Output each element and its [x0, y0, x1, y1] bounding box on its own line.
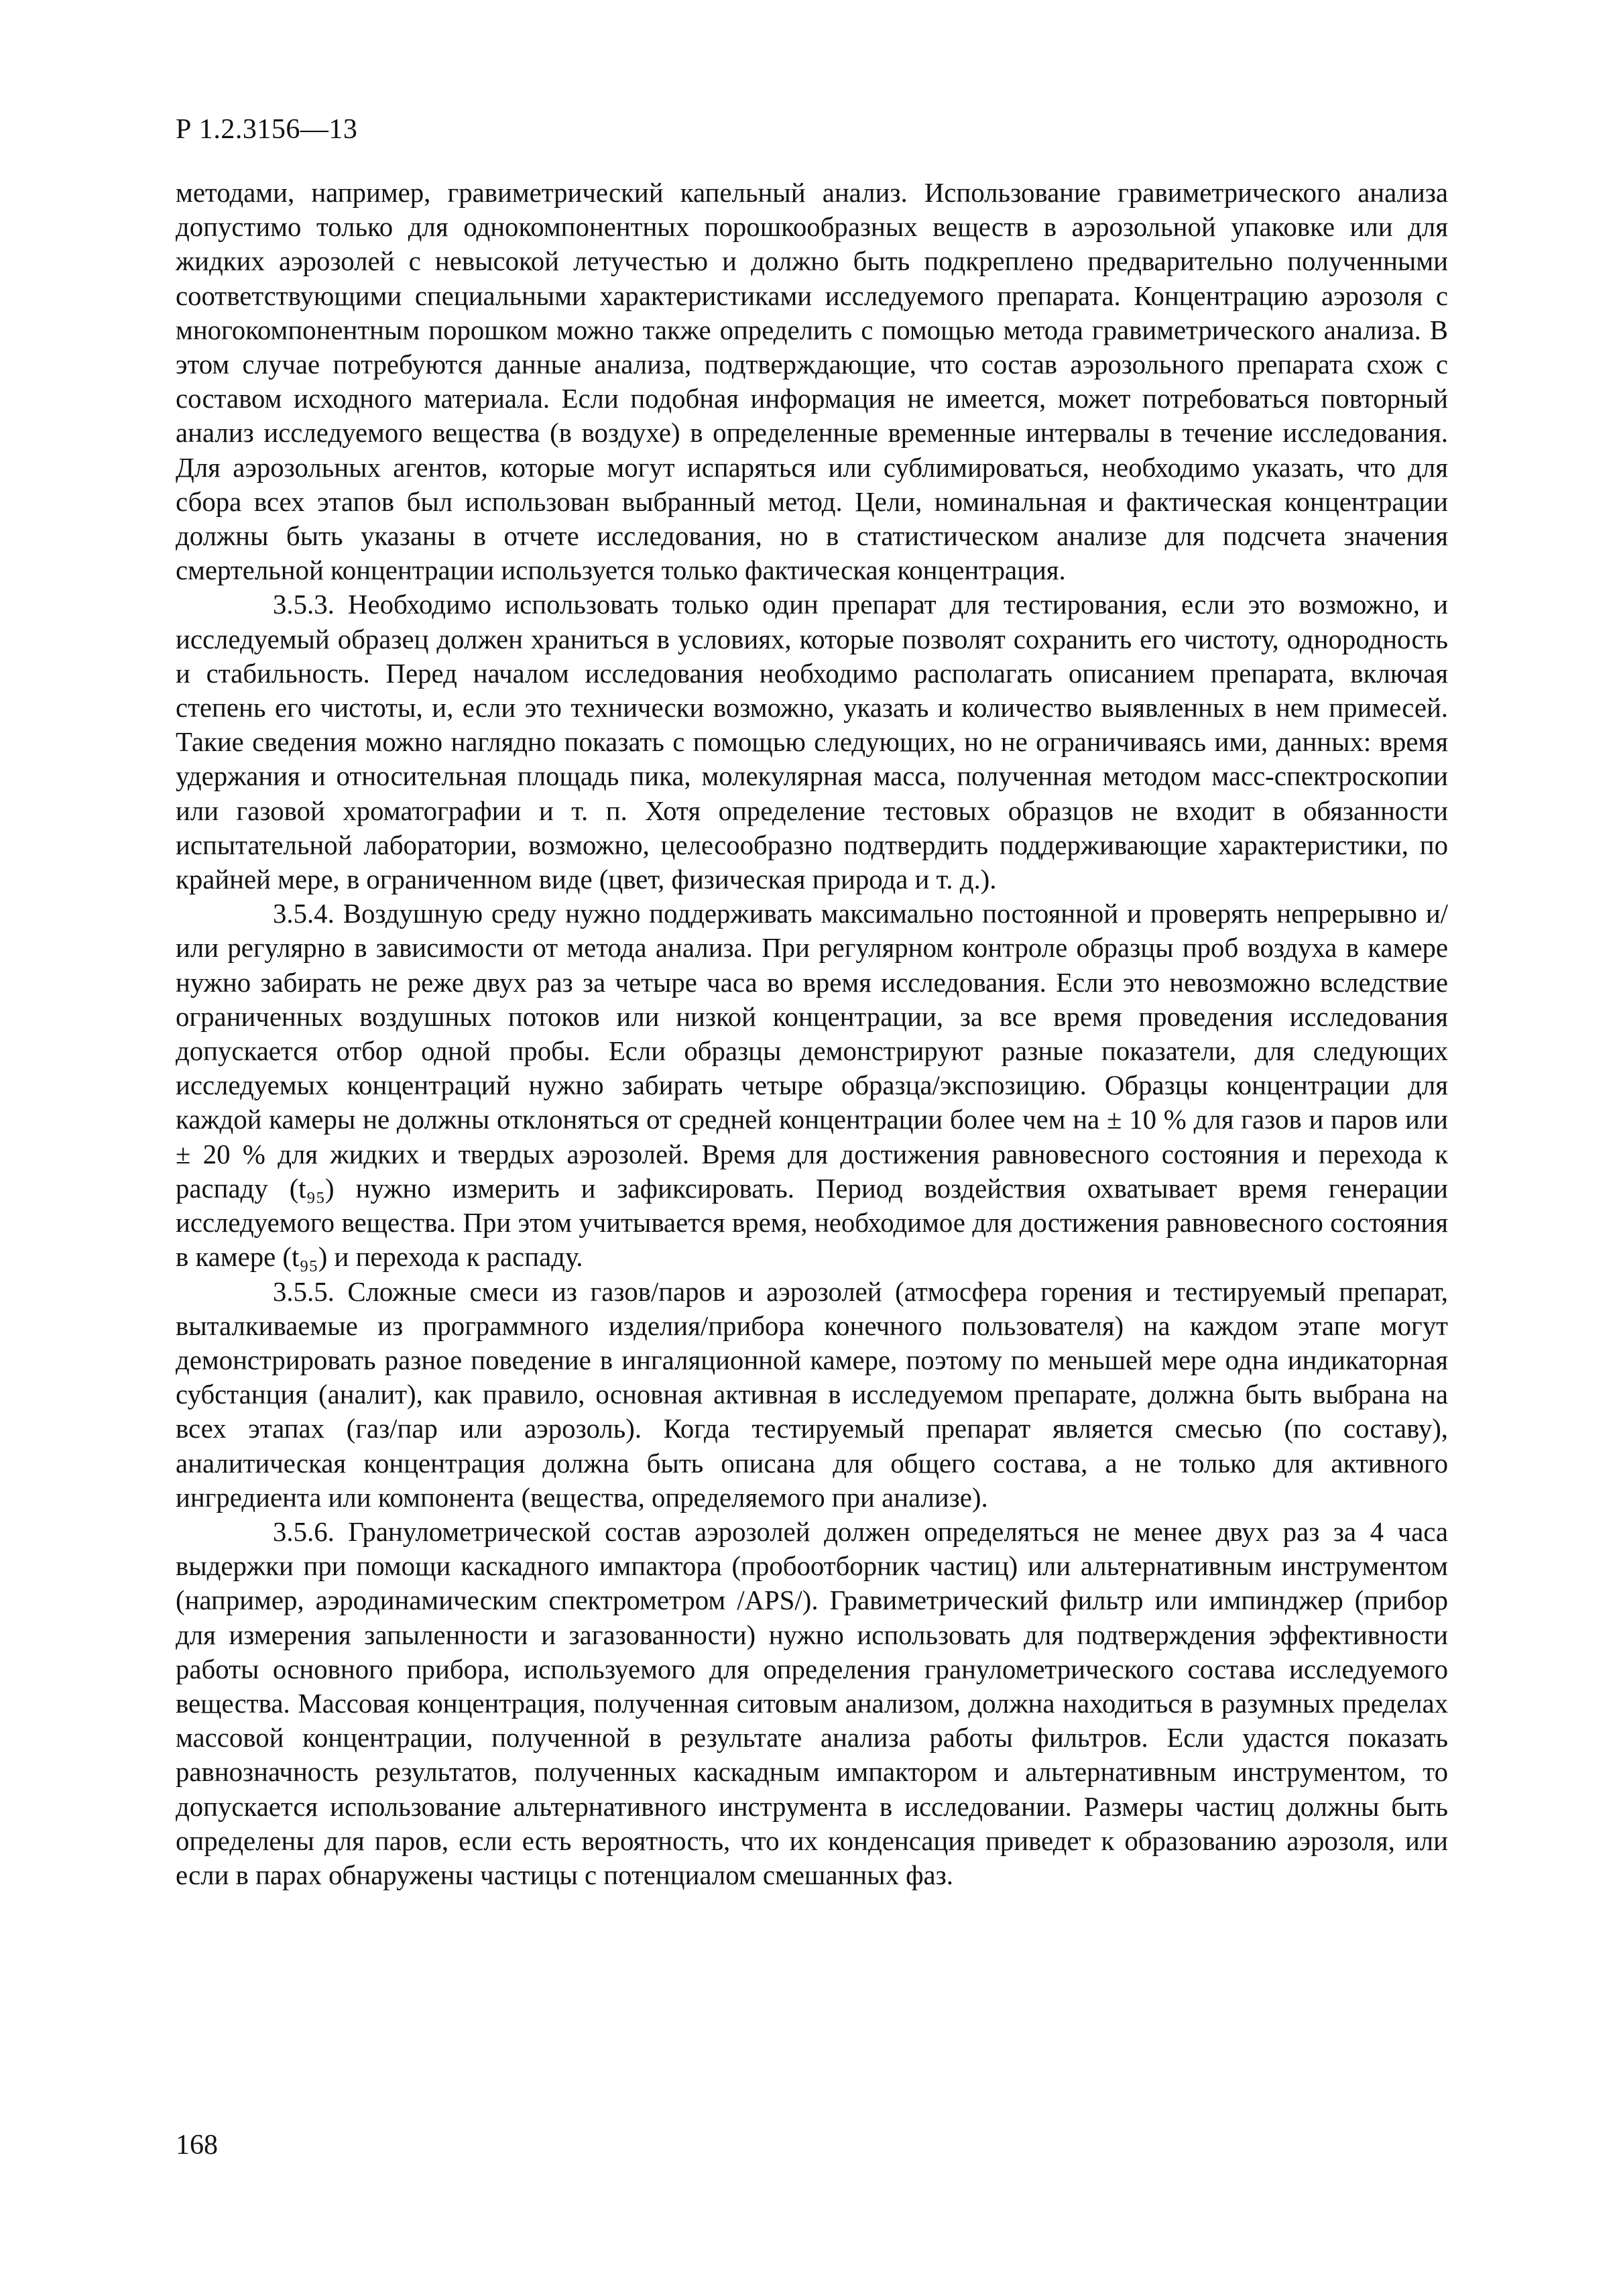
paragraph-3-5-6: 3.5.6. Гранулометрической состав аэрозолей должен определяться не менее двух раз за 4 часа выдержки при помощи каскадного импактора (пробоотборник частиц) или альтернативным инструментом (например, аэродинамическим спектрометром /APS/). Гравиметрический фильтр или импинджер (прибор для измерения запыленности и загазованности) нужно использовать для подтверждения эффективности работы основного прибора, используемого для определения гранулометрического состава исследуемого вещества. Массовая концентрация, полученная ситовым анализом, должна находиться в разумных пределах массовой концентрации, полученной в результате анализа работы фильтров. Если удастся показать равнозначность результатов, полученных каскадным импактором и альтернативным инструментом, то допускается использование альтернативного инструмента в исследовании. Размеры частиц должны быть определены для паров, если есть вероятность, что их конденсация приведет к образованию аэрозоля, или если в парах обнаружены частицы с потенциалом смешанных фаз.: [176, 1516, 1448, 1890]
paragraph-3-5-4: 3.5.4. Воздушную среду нужно поддерживать максимально постоянной и проверять непрерывно и/или регулярно в зависимости от метода анализа. При регулярном контроле образцы проб воздуха в камере нужно забирать не реже двух раз за четыре часа во время исследования. Если это невозможно вследствие ограниченных воздушных потоков или низкой концентрации, за все время проведения исследования допускается отбор одной пробы. Если образцы демонстрируют разные показатели, для следующих исследуемых концентраций нужно забирать четыре образца/экспозицию. Образцы концентрации для каждой камеры не должны отклоняться от средней концентрации более чем на ± 10 % для газов и паров или ± 20 % для жидких и твердых аэрозолей. Время для достижения равновесного состояния и перехода к распаду (t₉₅) нужно измерить и зафиксировать. Период воздействия охватывает время генерации исследуемого вещества. При этом учитывается время, необходимое для достижения равновесного состояния в камере (t₉₅) и перехода к распаду.: [176, 899, 1448, 1273]
paragraph-3-5-5: 3.5.5. Сложные смеси из газов/паров и аэрозолей (атмосфера горения и тестируемый препарат, выталкиваемые из программного изделия/прибора конечного пользователя) на каждом этапе могут демонстрировать разное поведение в ингаляционной камере, поэтому по меньшей мере одна индикаторная субстанция (аналит), как правило, основная активная в исследуемом препарате, должна быть выбрана на всех этапах (газ/пар или аэрозоль). Когда тестируемый препарат является смесью (по составу), аналитическая концентрация должна быть описана для общего состава, а не только для активного ингредиента или компонента (вещества, определяемого при анализе).: [176, 1276, 1448, 1513]
document-code-header: Р 1.2.3156—13: [176, 114, 358, 145]
body-text: [176, 176, 1448, 1892]
paragraph-3-5-3: 3.5.3. Необходимо использовать только один препарат для тестирования, если это возможно, и исследуемый образец должен храниться в условиях, которые позволят сохранить его чистоту, однородность и стабильность. Перед началом исследования необходимо располагать описанием препарата, включая степень его чистоты, и, если это технически возможно, указать и количество выявленных в нем примесей. Такие сведения можно наглядно показать с помощью следующих, но не ограничиваясь ими, данных: время удержания и относительная площадь пика, молекулярная масса, полученная методом масс-спектроскопии или газовой хроматографии и т. п. Хотя определение тестовых образцов не входит в обязанности испытательной лаборатории, возможно, целесообразно подтвердить поддерживающие характеристики, по крайней мере, в ограниченном виде (цвет, физическая природа и т. д.).: [176, 589, 1448, 895]
page-number: 168: [176, 2130, 218, 2161]
paragraph-continued: методами, например, гравиметрический капельный анализ. Использование гравиметрического анализа допустимо только для однокомпонентных порошкообразных веществ в аэрозольной упаковке или для жидких аэрозолей с невысокой летучестью и должно быть подкреплено предварительно полученными соответствующими специальными характеристиками исследуемого препарата. Концентрацию аэрозоля с многокомпонентным порошком можно также определить с помощью метода гравиметрического анализа. В этом случае потребуются данные анализа, подтверждающие, что состав аэрозольного препарата схож с составом исходного материала. Если подобная информация не имеется, может потребоваться повторный анализ исследуемого вещества (в воздухе) в определенные временные интервалы в течение исследования. Для аэрозольных агентов, которые могут испаряться или сублимироваться, необходимо указать, что для сбора всех этапов был использован выбранный метод. Цели, номинальная и фактическая концентрации должны быть указаны в отчете исследования, но в статистическом анализе для подсчета значения смертельной концентрации используется только фактическая концентрация.: [176, 178, 1448, 586]
